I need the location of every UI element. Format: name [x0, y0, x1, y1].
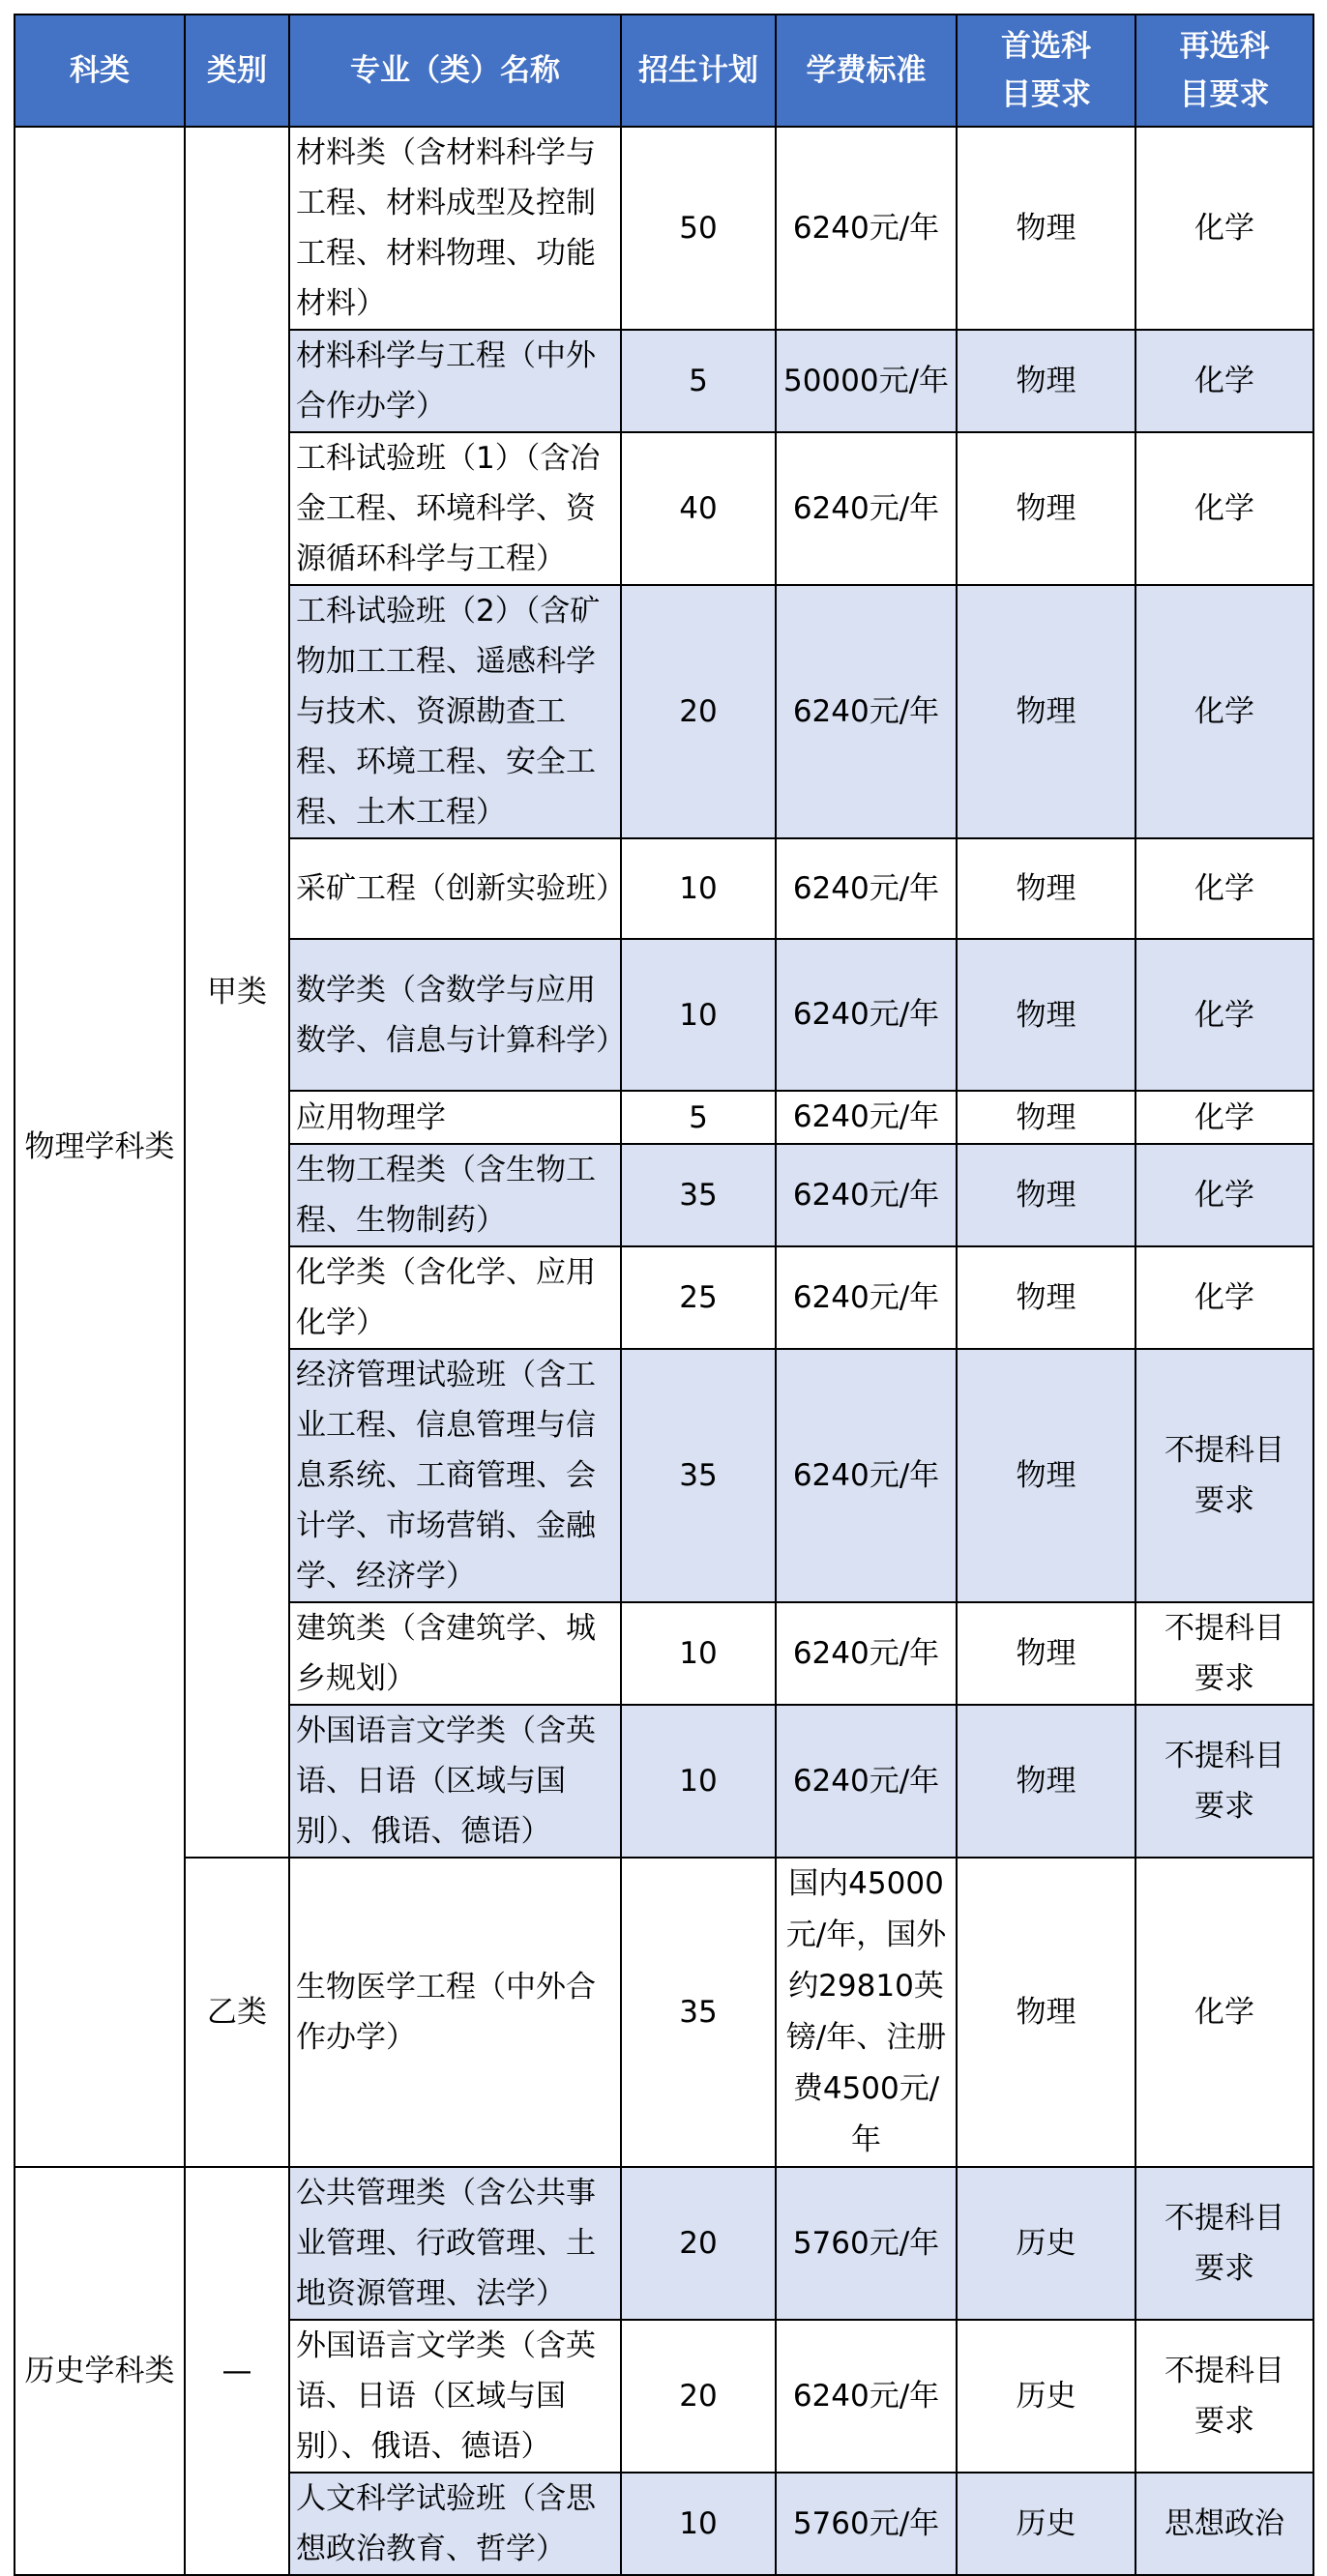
- subject-cell: 历史学科类: [15, 2167, 185, 2575]
- second-subject-cell: 不提科目要求: [1135, 1602, 1313, 1705]
- major-cell: 应用物理学: [289, 1091, 621, 1144]
- first-subject-cell: 物理: [957, 585, 1135, 838]
- first-subject-cell: 历史: [957, 2320, 1135, 2473]
- fee-cell: 6240元/年: [776, 127, 957, 330]
- major-cell: 人文科学试验班（含思想政治教育、哲学）: [289, 2473, 621, 2575]
- major-cell: 材料科学与工程（中外合作办学）: [289, 330, 621, 432]
- major-cell: 外国语言文学类（含英语、日语（区域与国别）、俄语、德语）: [289, 1705, 621, 1858]
- second-subject-cell: 化学: [1135, 1246, 1313, 1349]
- fee-cell: 6240元/年: [776, 2320, 957, 2473]
- fee-cell: 6240元/年: [776, 1705, 957, 1858]
- major-cell: 外国语言文学类（含英语、日语（区域与国别）、俄语、德语）: [289, 2320, 621, 2473]
- major-cell: 生物医学工程（中外合作办学）: [289, 1858, 621, 2167]
- first-subject-cell: 物理: [957, 1705, 1135, 1858]
- category-cell: —: [185, 2167, 289, 2575]
- category-cell: 甲类: [185, 127, 289, 1858]
- first-subject-cell: 物理: [957, 838, 1135, 939]
- plan-cell: 10: [621, 1602, 776, 1705]
- first-subject-cell: 物理: [957, 1349, 1135, 1602]
- table-row: [15, 2167, 1313, 2320]
- fee-cell: 6240元/年: [776, 1349, 957, 1602]
- fee-cell: 6240元/年: [776, 939, 957, 1091]
- major-cell: 工科试验班（1）（含冶金工程、环境科学、资源循环科学与工程）: [289, 432, 621, 585]
- first-subject-cell: 物理: [957, 432, 1135, 585]
- plan-cell: 20: [621, 2167, 776, 2320]
- first-subject-cell: 历史: [957, 2473, 1135, 2575]
- second-subject-cell: 化学: [1135, 585, 1313, 838]
- plan-cell: 50: [621, 127, 776, 330]
- second-subject-cell: 思想政治: [1135, 2473, 1313, 2575]
- fee-cell: 6240元/年: [776, 1144, 957, 1246]
- table-row: [15, 1858, 1313, 2167]
- major-cell: 数学类（含数学与应用数学、信息与计算科学）: [289, 939, 621, 1091]
- fee-cell: 国内45000元/年，国外约29810英镑/年、注册费4500元/年: [776, 1858, 957, 2167]
- header-plan: 招生计划: [621, 15, 776, 127]
- fee-cell: 5760元/年: [776, 2473, 957, 2575]
- plan-cell: 10: [621, 2473, 776, 2575]
- fee-cell: 6240元/年: [776, 1246, 957, 1349]
- header-fee: 学费标准: [776, 15, 957, 127]
- first-subject-cell: 历史: [957, 2167, 1135, 2320]
- first-subject-cell: 物理: [957, 939, 1135, 1091]
- first-subject-cell: 物理: [957, 1091, 1135, 1144]
- plan-cell: 5: [621, 1091, 776, 1144]
- second-subject-cell: 不提科目要求: [1135, 2167, 1313, 2320]
- plan-cell: 20: [621, 585, 776, 838]
- major-cell: 材料类（含材料科学与工程、材料成型及控制工程、材料物理、功能材料）: [289, 127, 621, 330]
- major-cell: 建筑类（含建筑学、城乡规划）: [289, 1602, 621, 1705]
- plan-cell: 35: [621, 1858, 776, 2167]
- fee-cell: 6240元/年: [776, 432, 957, 585]
- second-subject-cell: 化学: [1135, 127, 1313, 330]
- header-major: 专业（类）名称: [289, 15, 621, 127]
- plan-cell: 35: [621, 1144, 776, 1246]
- admission-plan-table: [14, 14, 1314, 2576]
- header-subject: 科类: [15, 15, 185, 127]
- second-subject-cell: 化学: [1135, 330, 1313, 432]
- plan-cell: 20: [621, 2320, 776, 2473]
- plan-cell: 35: [621, 1349, 776, 1602]
- major-cell: 生物工程类（含生物工程、生物制药）: [289, 1144, 621, 1246]
- header-second-subject: 再选科目要求: [1135, 15, 1313, 127]
- second-subject-cell: 化学: [1135, 1091, 1313, 1144]
- second-subject-cell: 不提科目要求: [1135, 1705, 1313, 1858]
- first-subject-cell: 物理: [957, 127, 1135, 330]
- major-cell: 采矿工程（创新实验班）: [289, 838, 621, 939]
- second-subject-cell: 不提科目要求: [1135, 1349, 1313, 1602]
- plan-cell: 40: [621, 432, 776, 585]
- second-subject-cell: 化学: [1135, 1858, 1313, 2167]
- plan-cell: 10: [621, 939, 776, 1091]
- category-cell: 乙类: [185, 1858, 289, 2167]
- major-cell: 化学类（含化学、应用化学）: [289, 1246, 621, 1349]
- header-row: [15, 15, 1313, 127]
- plan-cell: 25: [621, 1246, 776, 1349]
- table-row: [15, 127, 1313, 330]
- first-subject-cell: 物理: [957, 1144, 1135, 1246]
- second-subject-cell: 化学: [1135, 432, 1313, 585]
- header-first-subject: 首选科目要求: [957, 15, 1135, 127]
- major-cell: 经济管理试验班（含工业工程、信息管理与信息系统、工商管理、会计学、市场营销、金融学、经济学）: [289, 1349, 621, 1602]
- fee-cell: 50000元/年: [776, 330, 957, 432]
- first-subject-cell: 物理: [957, 330, 1135, 432]
- fee-cell: 5760元/年: [776, 2167, 957, 2320]
- fee-cell: 6240元/年: [776, 1091, 957, 1144]
- fee-cell: 6240元/年: [776, 1602, 957, 1705]
- subject-cell: 物理学科类: [15, 127, 185, 2167]
- plan-cell: 5: [621, 330, 776, 432]
- second-subject-cell: 化学: [1135, 838, 1313, 939]
- header-category: 类别: [185, 15, 289, 127]
- major-cell: 工科试验班（2）（含矿物加工工程、遥感科学与技术、资源勘查工程、环境工程、安全工程、土木工程）: [289, 585, 621, 838]
- second-subject-cell: 化学: [1135, 939, 1313, 1091]
- first-subject-cell: 物理: [957, 1602, 1135, 1705]
- plan-cell: 10: [621, 1705, 776, 1858]
- first-subject-cell: 物理: [957, 1246, 1135, 1349]
- first-subject-cell: 物理: [957, 1858, 1135, 2167]
- major-cell: 公共管理类（含公共事业管理、行政管理、土地资源管理、法学）: [289, 2167, 621, 2320]
- second-subject-cell: 化学: [1135, 1144, 1313, 1246]
- plan-cell: 10: [621, 838, 776, 939]
- fee-cell: 6240元/年: [776, 838, 957, 939]
- fee-cell: 6240元/年: [776, 585, 957, 838]
- second-subject-cell: 不提科目要求: [1135, 2320, 1313, 2473]
